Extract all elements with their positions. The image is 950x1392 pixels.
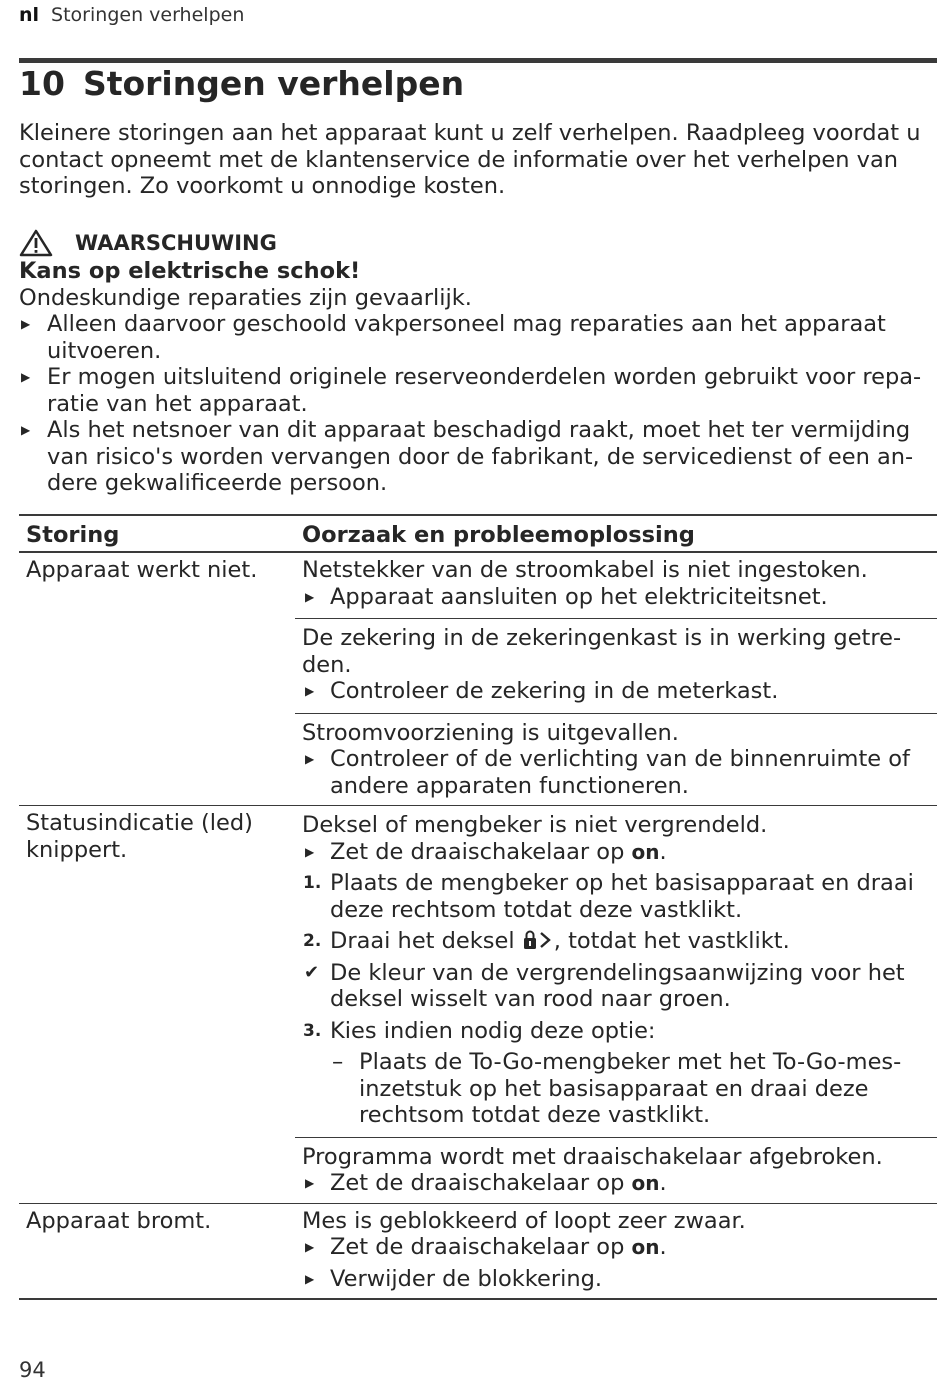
table-row: [19, 552, 937, 806]
table-row: [19, 806, 937, 1204]
cause-block: [295, 1138, 937, 1203]
bullet-triangle-icon: ▶: [21, 317, 31, 331]
action-item: [302, 584, 930, 611]
cause-cell: [295, 806, 937, 1204]
step-number: 3.: [303, 1020, 322, 1041]
warning-bullet: [19, 311, 937, 364]
cause-text: Mes is geblokkeerd of loopt zeer zwaar.: [302, 1207, 746, 1234]
cause-text: Stroomvoorziening is uitgevallen.: [302, 719, 679, 746]
step-text: Plaats de mengbeker op het basisapparaat en draai deze rechtsom totdat deze vastklikt.: [330, 870, 914, 923]
result-text: De kleur van de vergrendelingsaanwijzing voor het deksel wisselt van rood naar groen.: [330, 959, 905, 1012]
warning-bullet-text: Alleen daarvoor geschoold vakpersoneel mag reparaties aan het apparaat uitvoeren.: [47, 311, 886, 364]
step-item: [302, 870, 930, 923]
on-position-label: on: [631, 1171, 660, 1195]
bullet-triangle-icon: ▶: [305, 589, 315, 604]
on-position-label: on: [631, 839, 660, 864]
warning-bullet-text: Als het netsnoer van dit apparaat beschadigd raakt, moet het ter vermijding van risico's worden vervangen door de fabrikant, de servicedienst of een andere gekwalificeerde persoon.: [47, 417, 914, 496]
warning-header: [19, 228, 937, 258]
table-header-row: [19, 515, 937, 552]
storing-cell: Statusindicatie (led) knippert.: [19, 806, 295, 1204]
chapter-number: 10: [19, 64, 65, 103]
lid-lock-icon: [522, 929, 554, 951]
cause-cell: [295, 552, 937, 806]
step-text: Kies indien nodig deze optie:: [330, 1017, 656, 1044]
bullet-triangle-icon: ▶: [305, 844, 315, 859]
cause-cell: [295, 1203, 937, 1299]
running-header: [19, 4, 244, 26]
bullet-triangle-icon: ▶: [305, 1176, 315, 1190]
page-number: 94: [19, 1358, 46, 1382]
action-text: Controleer of de verlichting van de binnenruimte of andere apparaten functioneren.: [330, 746, 910, 799]
option-item: [302, 1049, 930, 1129]
action-item: [302, 1266, 930, 1293]
option-text: Plaats de To-Go-mengbeker met het To-Go-mesinzetstuk op het basisapparaat en draai deze rechtsom totdat deze vastklikt.: [359, 1049, 902, 1128]
bullet-triangle-icon: ▶: [305, 1240, 315, 1254]
cause-text: Netstekker van de stroomkabel is niet ingestoken.: [302, 557, 868, 583]
cause-block: [295, 806, 937, 1138]
action-text: Apparaat aansluiten op het elektriciteitsnet.: [330, 583, 828, 610]
warning-label: WAARSCHUWING: [75, 230, 277, 255]
language-code: nl: [19, 4, 40, 26]
cause-text: De zekering in de zekeringenkast is in werking getreden.: [302, 625, 902, 678]
cause-block: [295, 714, 937, 806]
chapter-title: [19, 64, 464, 103]
cause-block: [295, 619, 937, 714]
bullet-triangle-icon: ▶: [305, 752, 315, 766]
table-row: [19, 1203, 937, 1299]
action-text: Verwijder de blokkering.: [330, 1265, 603, 1292]
header-rule: [19, 58, 937, 63]
step-item: [302, 928, 930, 955]
cause-block: [295, 553, 937, 619]
warning-triangle-icon: [19, 229, 53, 257]
action-item: [302, 746, 930, 799]
action-text: Controleer de zekering in de meterkast.: [330, 678, 779, 704]
intro-paragraph: Kleinere storingen aan het apparaat kunt u zelf verhelpen. Raadpleeg voordat u contact opneemt met de klantenservice de informatie over het verhelpen van storingen. Zo voorkomt u onnodige kosten.: [19, 120, 921, 199]
column-header-oorzaak: Oorzaak en probleemoplossing: [295, 515, 937, 552]
bullet-triangle-icon: ▶: [305, 684, 315, 698]
bullet-triangle-icon: ▶: [21, 370, 31, 384]
result-item: [302, 960, 930, 1013]
header-section-title: Storingen verhelpen: [51, 4, 245, 26]
check-icon: ✔: [304, 961, 320, 983]
action-item: ▶ Zet de draaischakelaar op on.: [305, 1234, 667, 1260]
column-header-storing: Storing: [19, 515, 295, 552]
warning-bullet-list: [19, 311, 937, 497]
step-text: Draai het deksel: [330, 928, 515, 954]
on-position-label: on: [631, 1235, 660, 1259]
step-text: , totdat het vastklikt.: [553, 928, 790, 954]
action-text: Zet de draaischakelaar op: [330, 1170, 625, 1196]
step-item: [302, 1018, 930, 1045]
step-number: 2.: [303, 931, 322, 951]
warning-bullet: [19, 364, 937, 417]
action-item: ▶ Zet de draaischakelaar op on.: [305, 1170, 667, 1196]
cause-text: Programma wordt met draaischakelaar afgebroken.: [302, 1143, 883, 1170]
storing-cell: Apparaat werkt niet.: [26, 557, 258, 583]
warning-text: Ondeskundige reparaties zijn gevaarlijk.: [19, 284, 472, 311]
warning-bullet-text: Er mogen uitsluitend originele reserveonderdelen worden gebruikt voor reparatie van het apparaat.: [47, 364, 922, 417]
action-text: Zet de draaischakelaar op: [330, 1234, 625, 1260]
troubleshooting-table: [19, 514, 937, 1300]
chapter-title-text: Storingen verhelpen: [82, 64, 465, 103]
bullet-triangle-icon: ▶: [21, 423, 31, 437]
cause-text: Deksel of mengbeker is niet vergrendeld.: [302, 812, 768, 838]
action-item: [302, 678, 930, 705]
action-text: Zet de draaischakelaar op: [330, 838, 625, 865]
warning-bullet: [19, 417, 937, 497]
warning-subtitle: Kans op elektrische schok!: [19, 258, 361, 284]
warning-block: [19, 228, 937, 497]
action-item: ▶ Zet de draaischakelaar op on.: [305, 838, 667, 865]
step-number: 1.: [303, 873, 322, 893]
dash-marker: –: [332, 1049, 344, 1075]
storing-cell: Apparaat bromt.: [19, 1203, 295, 1299]
bullet-triangle-icon: ▶: [305, 1271, 315, 1286]
